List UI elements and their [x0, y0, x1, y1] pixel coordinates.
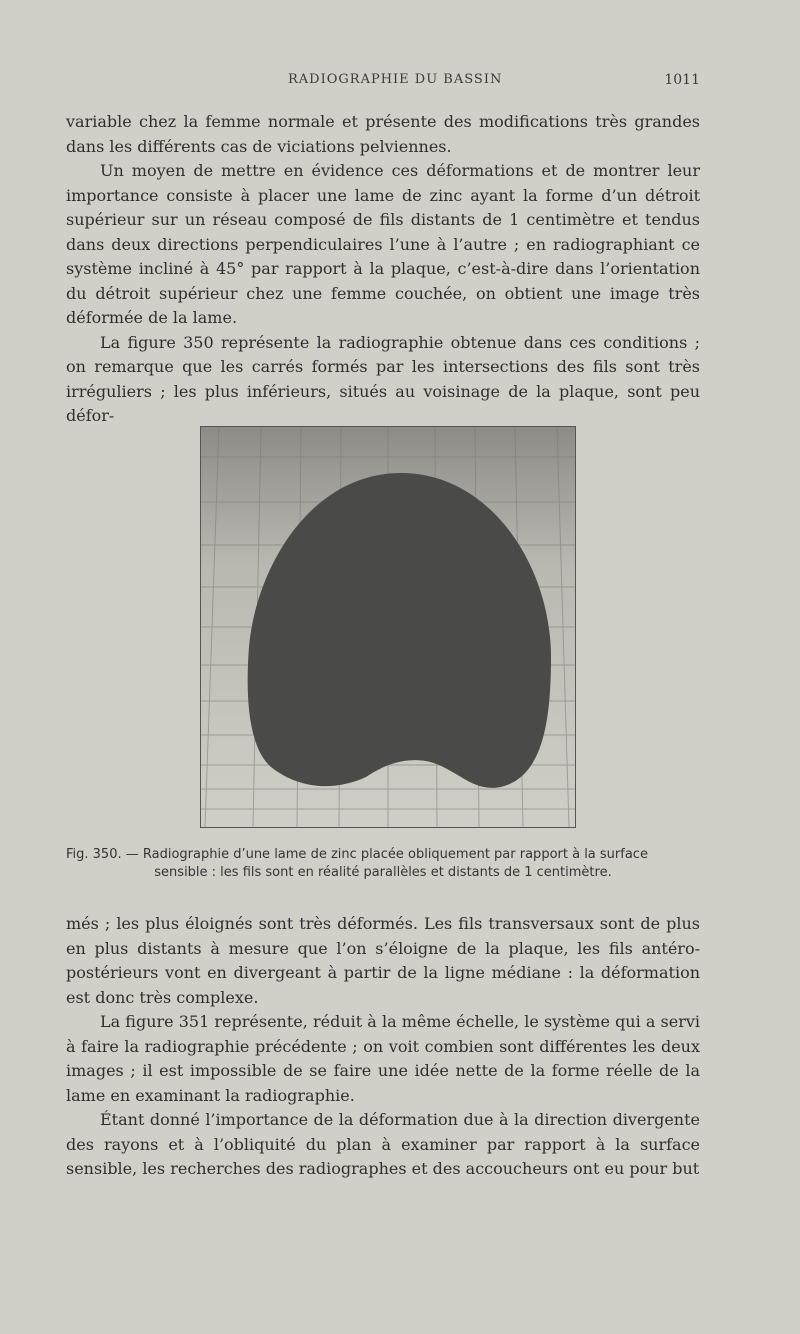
- radiograph-image: [201, 427, 575, 827]
- paragraph: variable chez la femme normale et présente des modifications très grandes dans les différents cas de viciations pelviennes.: [66, 112, 700, 156]
- paragraph: més ; les plus éloignés sont très déformés. Les fils transversaux sont de plus en plus distants à mesure que l’on s’éloigne de la plaque, les fils antéro-postérieurs vont en divergeant à partir de la ligne médiane : la déformation est donc très complexe.: [66, 914, 700, 1007]
- radiograph-figure: [200, 426, 576, 828]
- running-title: RADIOGRAPHIE DU BASSIN: [288, 72, 503, 87]
- body-text-bottom: [66, 912, 700, 1182]
- caption-line-1: Fig. 350. — Radiographie d’une lame de zinc placée obliquement par rapport à la surface: [66, 847, 648, 862]
- page-number: 1011: [664, 72, 700, 88]
- paragraph: La figure 351 représente, réduit à la même échelle, le système qui a servi à faire la radiographie précédente ; on voit combien sont différentes les deux images ; il est impossible de se faire une idée nette de la forme réelle de la lame en examinant la radiographie.: [66, 1012, 700, 1105]
- running-header: [66, 72, 700, 94]
- caption-line-2: sensible : les fils sont en réalité parallèles et distants de 1 centimètre.: [154, 865, 612, 880]
- paragraph: Étant donné l’importance de la déformation due à la direction divergente des rayons et à l’obliquité du plan à examiner par rapport à la surface sensible, les recherches des radiographes et des accoucheurs ont eu pour but: [66, 1110, 700, 1178]
- paragraph: Un moyen de mettre en évidence ces déformations et de montrer leur importance consiste à placer une lame de zinc ayant la forme d’un détroit supérieur sur un réseau composé de fils distants de 1 centimètre et tendus dans deux directions perpendiculaires l’une à l’autre ; en radiographiant ce système incliné à 45° par rapport à la plaque, c’est-à-dire dans l’orientation du détroit supérieur chez une femme couchée, on obtient une image très déformée de la lame.: [66, 161, 700, 327]
- body-text-top: [66, 110, 700, 429]
- paragraph: La figure 350 représente la radiographie obtenue dans ces conditions ; on remarque que les carrés formés par les intersections des fils sont très irréguliers ; les plus inférieurs, situés au voisinage de la plaque, sont peu défor-: [66, 332, 700, 425]
- figure-caption: [66, 846, 700, 882]
